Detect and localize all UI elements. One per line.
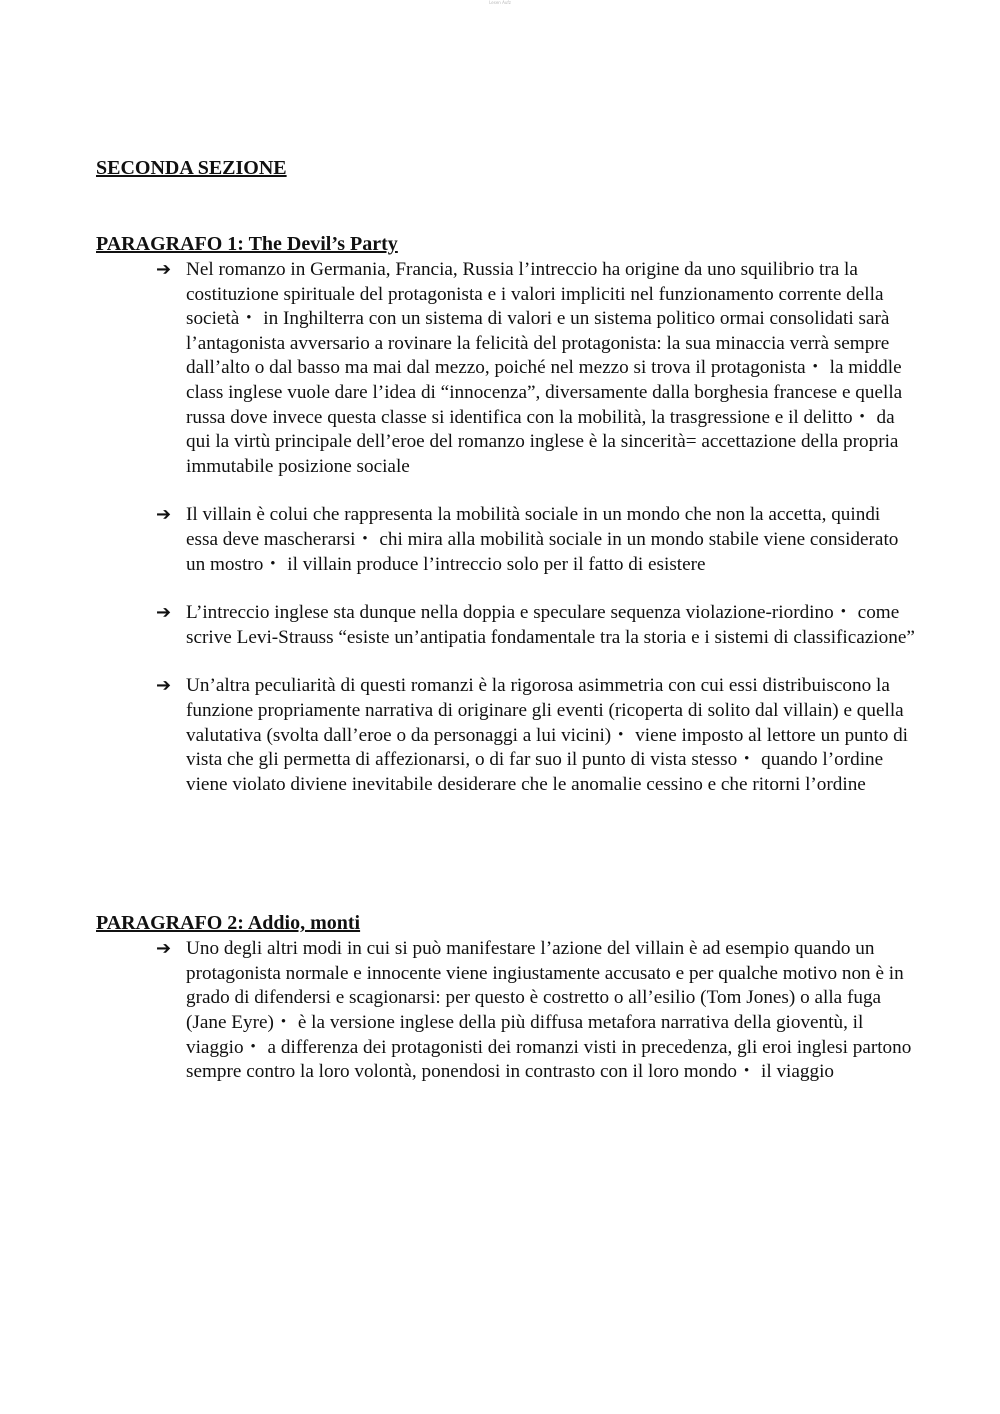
right-arrow-icon: ➔ <box>156 259 172 280</box>
right-arrow-icon: ➔ <box>156 504 172 526</box>
list-item <box>156 674 916 797</box>
list-item <box>156 601 916 650</box>
list-item <box>156 258 916 479</box>
paragraph-2-heading: PARAGRAFO 2: Addio, monti <box>96 912 361 935</box>
list-item-text: Nel romanzo in Germania, Francia, Russia l’intreccio ha origine da uno squilibrio tra la costituzione spirituale del protagonista e i valori impliciti nel funzionamento corrente della società・ in Inghilterra con un sistema di valori e un sistema politico ormai consolidati sarà l’antagonista avversario a rovinare la felicità del protagonista: la sua minaccia verrà sempre dall’alto o dal basso ma mai dal mezzo, poiché nel mezzo si trova il protagonista・ la middle class inglese vuole dare l’idea di “innocenza”, diversamente dalla borghesia francese e quella russa dove invece questa classe si identifica con la mobilità, la trasgressione e il delitto・ da qui la virtù principale dell’eroe del romanzo inglese è la sincerità= accettazione della propria immutabile posizione sociale <box>186 259 903 477</box>
list-item <box>156 937 916 1085</box>
list-item <box>156 503 916 577</box>
document-page <box>96 154 916 1085</box>
list-item-text: Uno degli altri modi in cui si può manifestare l’azione del villain è ad esempio quando un protagonista normale e innocente viene ingiustamente accusato e per qualche motivo non è in grado di difendersi e scagionarsi: per questo è costretto o all’esilio (Tom Jones) o alla fuga (Jane Eyre)・ è la versione inglese della più diffusa metafora narrativa della gioventù, il viaggio・ a differenza dei protagonisti dei romanzi visti in precedenza, gli eroi inglesi partono sempre contro la loro volontà, ponendosi in contrasto con il loro mondo・ il viaggio <box>186 938 912 1083</box>
right-arrow-icon: ➔ <box>156 602 172 624</box>
section-title: SECONDA SEZIONE <box>96 157 287 179</box>
list-item-text: Un’altra peculiarità di questi romanzi è la rigorosa asimmetria con cui essi distribuiscono la funzione propriamente narrativa di originare gli eventi (ricoperta di solito dal villain) e quella valutativa (svolta dall’eroe o da personaggi a lui vicini)・ viene imposto al lettore un punto di vista che gli permetta di affezionarsi, o di far suo il punto di vista stesso・ quando l’ordine viene violato diviene inevitabile desiderare che le anomalie cessino e che ritorni l’ordine <box>186 675 909 795</box>
paragraph-1-heading: PARAGRAFO 1: The Devil’s Party <box>96 233 398 255</box>
right-arrow-icon: ➔ <box>156 938 172 960</box>
paragraph-1-list <box>96 258 916 797</box>
list-item-text: Il villain è colui che rappresenta la mobilità sociale in un mondo che non la accetta, quindi essa deve mascherarsi・ chi mira alla mobilità sociale in un mondo stabile viene considerato un mostro・ il villain produce l’intreccio solo per il fatto di esistere <box>186 504 899 575</box>
list-item-text: L’intreccio inglese sta dunque nella doppia e speculare sequenza violazione-riordino・ come scrive Levi-Strauss “esiste un’antipatia fondamentale tra la storia e i sistemi di classificazione” <box>186 602 915 648</box>
watermark: Lesen Aufz <box>489 0 511 5</box>
right-arrow-icon: ➔ <box>156 675 172 697</box>
paragraph-2-list <box>96 937 916 1085</box>
